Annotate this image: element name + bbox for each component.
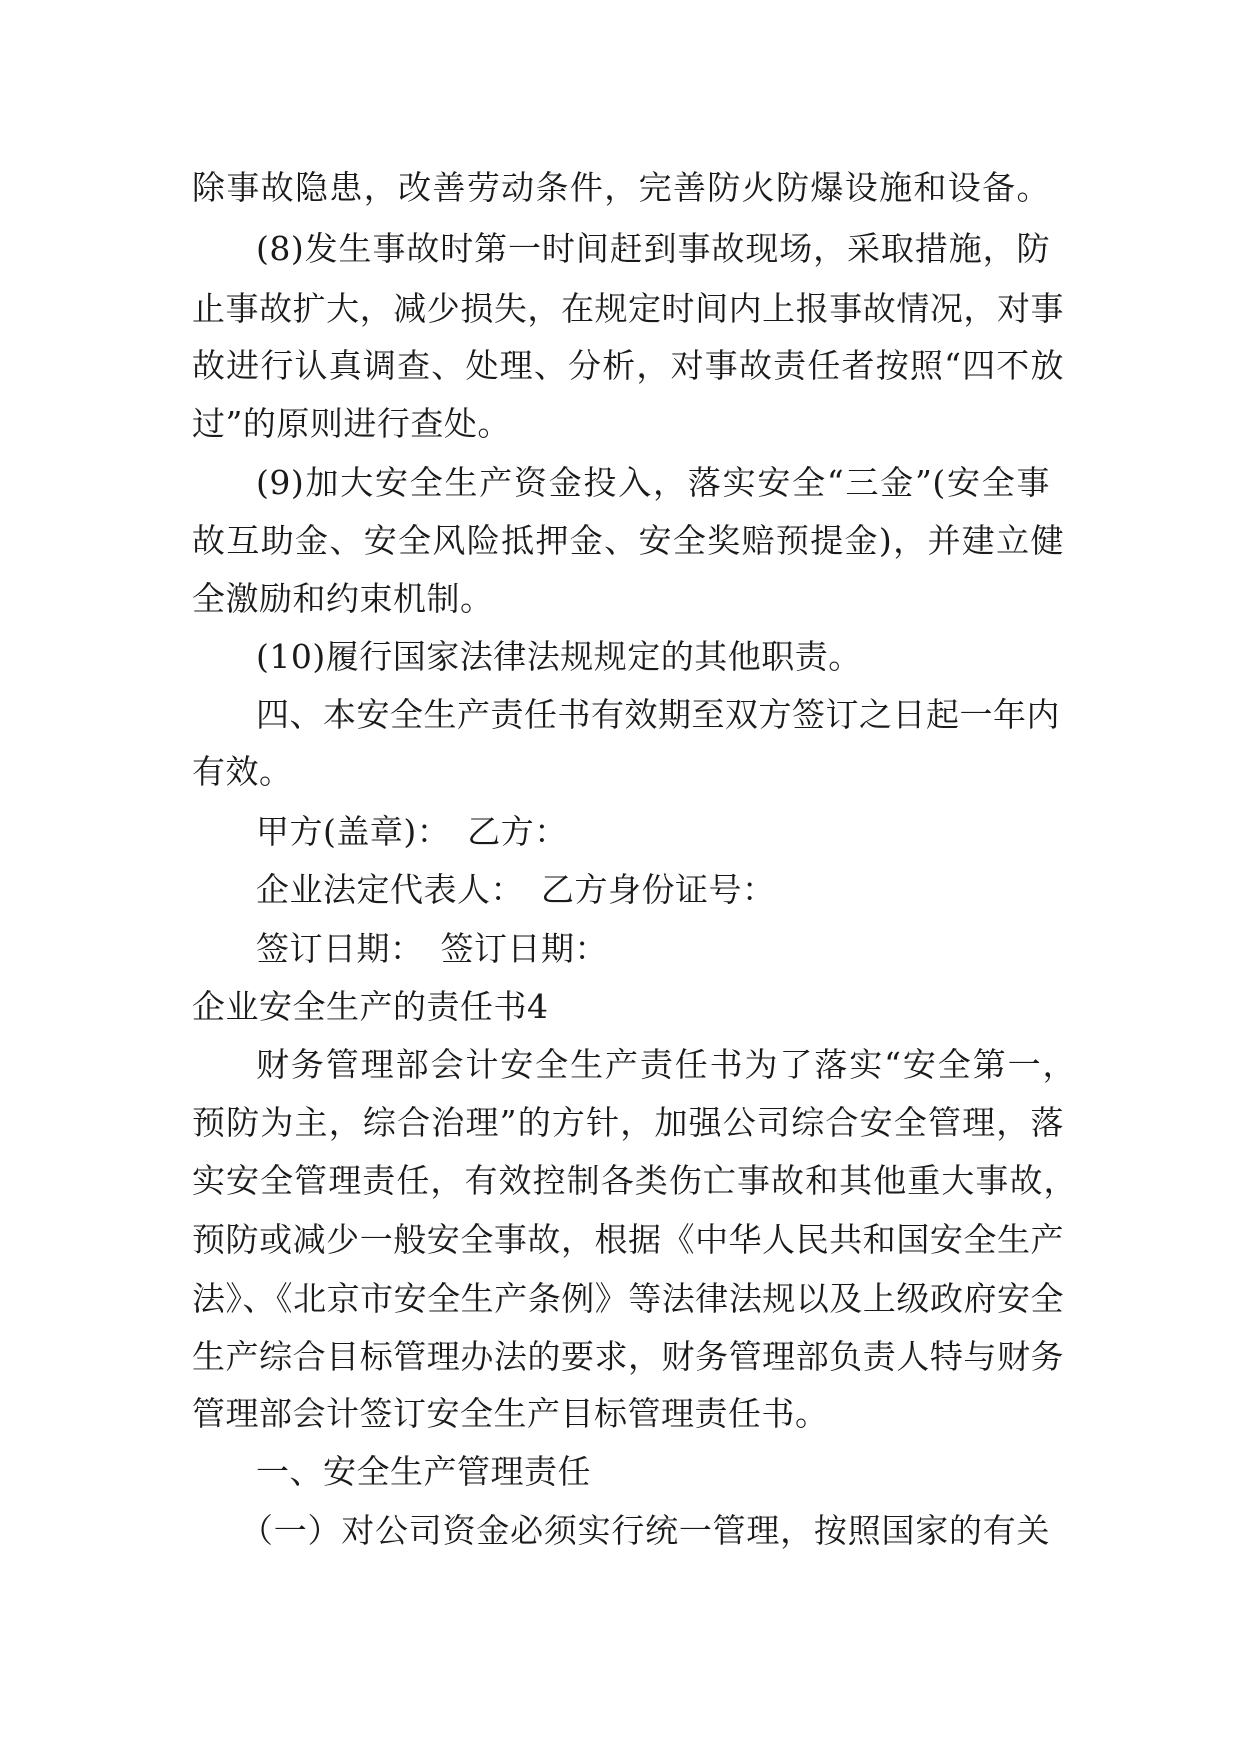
text-line: 有效。 [192,752,293,791]
text-line: 财务管理部会计安全生产责任书为了落实“安全第一， [256,1045,1076,1084]
text-line: 全激励和约束机制。 [192,579,494,618]
text-line: 过”的原则进行查处。 [192,404,511,443]
text-line: (10)履行国家法律法规规定的其他职责。 [256,637,862,676]
text-line: 管理部会计签订安全生产目标管理责任书。 [192,1394,829,1433]
text-line: 故互助金、安全风险抵押金、安全奖赔预提金)，并建立健 [192,521,1064,560]
text-line: (8)发生事故时第一时间赶到事故现场，采取措施，防 [256,229,1050,268]
text-line: 实安全管理责任，有效控制各类伤亡事故和其他重大事故， [192,1161,1077,1200]
text-line: 生产综合目标管理办法的要求，财务管理部负责人特与财务 [192,1337,1064,1376]
text-line: 预防为主，综合治理”的方针，加强公司综合安全管理，落 [192,1103,1064,1142]
text-line: 除事故隐患，改善劳动条件，完善防火防爆设施和设备。 [192,168,1050,207]
text-line: (9)加大安全生产资金投入，落实安全“三金”(安全事 [256,463,1050,502]
text-line: 预防或减少一般安全事故，根据《中华人民共和国安全生产 [192,1220,1064,1259]
text-line: 四、本安全生产责任书有效期至双方签订之日起一年内 [256,695,1060,734]
text-line: （一）对公司资金必须实行统一管理，按照国家的有关 [240,1511,1050,1550]
signature-line-party-a: 甲方(盖章)： 乙方： [256,812,568,851]
section-heading: 企业安全生产的责任书4 [192,987,549,1026]
signature-line-date: 签订日期： 签订日期： [256,929,608,968]
text-line: 法》、《北京市安全生产条例》等法律法规以及上级政府安全 [192,1279,1064,1318]
signature-line-representative: 企业法定代表人： 乙方身份证号： [256,870,776,909]
text-line: 止事故扩大，减少损失，在规定时间内上报事故情况，对事 [192,289,1064,328]
subsection-heading: 一、安全生产管理责任 [256,1452,591,1491]
text-line: 故进行认真调查、处理、分析，对事故责任者按照“四不放 [192,346,1064,385]
